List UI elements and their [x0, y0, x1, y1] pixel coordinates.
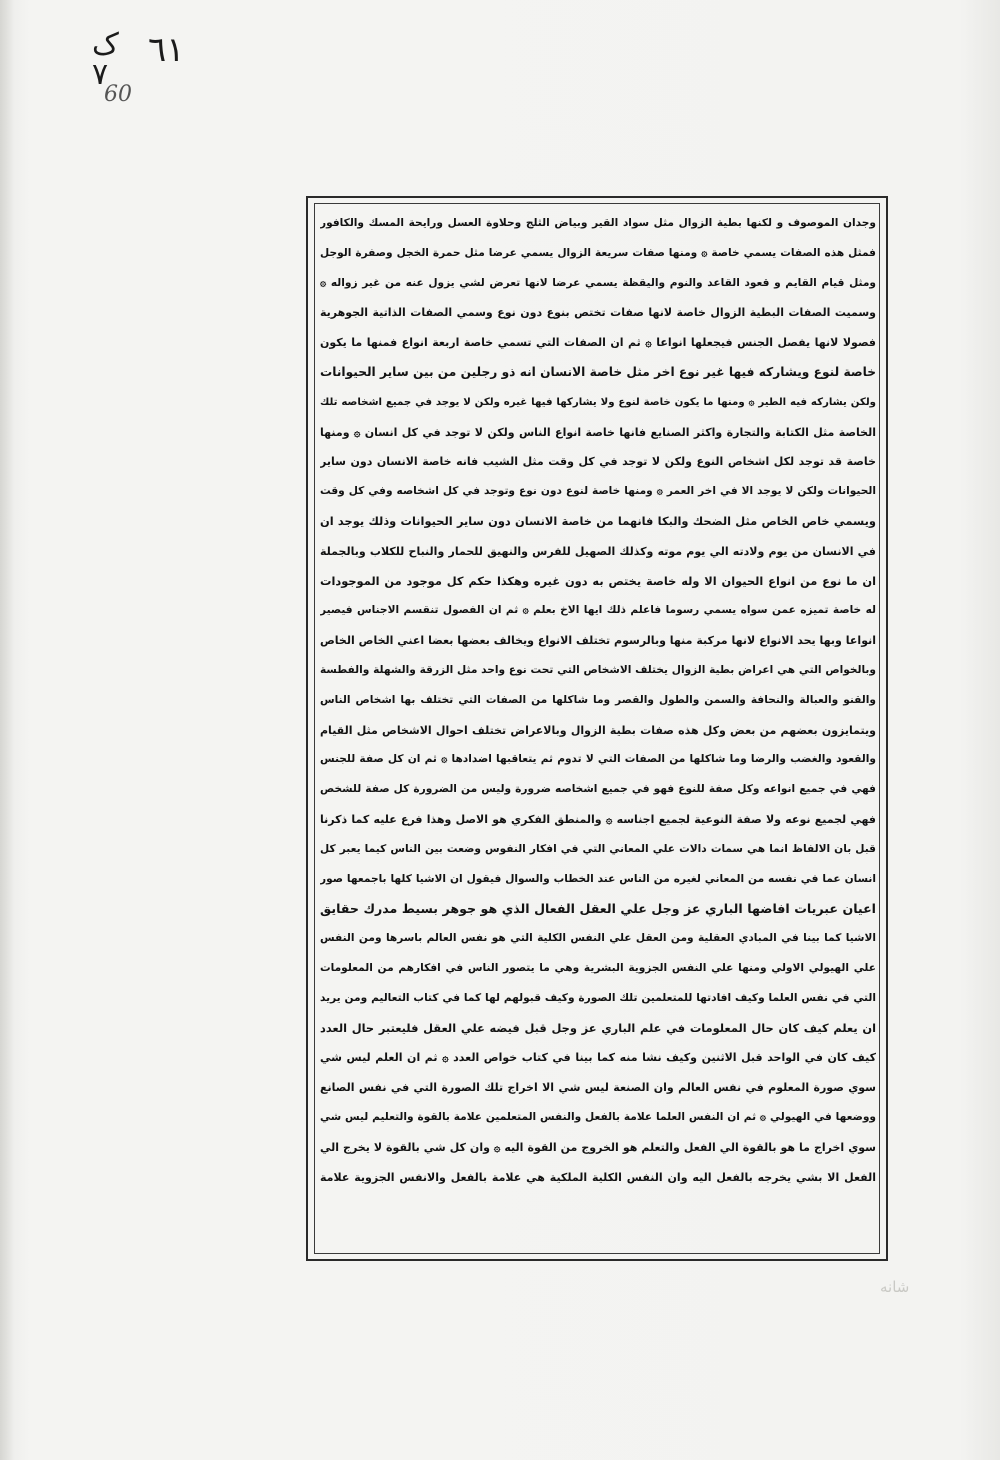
- manuscript-text-block: [320, 209, 876, 1252]
- manuscript-line: ووضعها في الهيولي ۞ ثم ان النفس العلما علامة بالفعل والنفس المتعلمين علامة بالقوة والتعليم ليس شي: [320, 1110, 876, 1123]
- manuscript-line: قبل بان الالفاظ انما هي سمات دالات علي المعاني التي في افكار النفوس وضعت بين الناس كيما يعبر كل: [320, 842, 876, 855]
- offset-ink-ghost-text: شانه: [880, 1278, 910, 1296]
- manuscript-line: ويسمي خاص الخاص مثل الضحك والبكا فانهما من خاصة الانسان دون ساير الحيوانات وذلك يوجد ان: [320, 513, 876, 528]
- manuscript-line: فهي لجميع نوعه ولا صفة النوعية لجميع اجناسه ۞ والمنطق الفكري هو الاصل وهذا فرع عليه كما ذكرنا: [320, 812, 876, 826]
- manuscript-line: وبالخواص التي هي اعراض بطية الزوال يختلف الاشخاص التي تحت نوع واحد مثل الزرقة والشهلة والفطسة: [320, 663, 876, 676]
- manuscript-line: كيف كان في الواحد قبل الاثنين وكيف نشا منه كما بينا في كتاب خواص العدد ۞ ثم ان العلم ليس شي: [320, 1051, 876, 1065]
- manuscript-line: فهي في جميع انواعه وكل صفة للنوع فهو في جميع اشخاصه ضرورة وليس من الضرورة كل صفة للشخص: [320, 783, 876, 796]
- manuscript-line: الخاصة مثل الكتابة والتجارة واكثر الصنايع فانها خاصة انواع الناس ولكن لا توجد في كل انسان ۞ ومنها: [320, 425, 876, 439]
- binding-gutter-shadow: [0, 0, 14, 1460]
- manuscript-line: الاشيا كما بينا في المبادي العقلية ومن العقل علي النفس الكلية التي هو نفس العالم باسرها ومن النفس: [320, 932, 876, 945]
- manuscript-line: فصولا لانها يفصل الجنس فيجعلها انواعا ۞ ثم ان الصفات التي تسمي خاصة اربعة انواع فمنها ما يكون: [320, 336, 876, 350]
- folio-signature-mark: ک ٧: [92, 27, 119, 92]
- manuscript-line: علي الهيولي الاولي ومنها علي النفس الجزوية البشرية وهي ما يتصور الناس في افكارهم من المعلومات: [320, 961, 876, 974]
- folio-marks: [86, 27, 196, 110]
- manuscript-line: ويتمايزون بعضهم من بعض وكل هذه صفات بطية الزوال وبالاعراض تختلف احوال الاشخاص مثل القيام: [320, 723, 876, 737]
- manuscript-line: الفعل الا بشي يخرجه بالفعل اليه وان النفس الكلية الملكية هي علامة بالفعل والانفس الجزوية علامة: [320, 1170, 876, 1184]
- manuscript-line: انواعا وبها يحد الانواع لانها مركبة منها وبالرسوم تختلف الانواع ويخالف بعضها بعضا اعني الخاص الخاص: [320, 634, 876, 648]
- manuscript-line: والقعود والغضب والرضا وما شاكلها من الصفات التي لا تدوم ثم يتعاقبها اضدادها ۞ ثم ان كل صفة للجنس: [320, 753, 876, 766]
- manuscript-line: سوي اخراج ما هو بالقوة الي الفعل والتعلم هو الخروج من القوة اليه ۞ وان كل شي بالقوة لا يخرج الي: [320, 1140, 876, 1154]
- folio-number-arabic: ٦١: [148, 30, 185, 70]
- manuscript-line: وسميت الصفات البطية الزوال خاصة لانها صفات تختص بنوع دون نوع وسمي الصفات الذاتية الجوهرية: [320, 306, 876, 320]
- manuscript-line: الحيوانات ولكن لا يوجد الا في اخر العمر ۞ ومنها خاصة لنوع دون نوع وتوجد في كل اشخاصه وفي كل وقت: [320, 485, 876, 498]
- manuscript-line: ومثل قيام القايم و قعود القاعد والنوم واليقظة يسمي عرضا لانها تعرض لشي يزول عنه من غير زواله ۞: [320, 276, 876, 289]
- manuscript-line: في الانسان من يوم ولادته الي يوم موته وكذلك الصهيل للفرس والنهيق للحمار والنباح للكلاب وبالجملة: [320, 544, 876, 558]
- manuscript-line: ان يعلم كيف كان حال المعلومات في علم الباري عز وجل قبل فيضه علي العقل فليعتبر حال العدد: [320, 1020, 876, 1035]
- manuscript-line: له خاصة تميزه عمن سواه يسمي رسوما فاعلم ذلك ايها الاخ بعلم ۞ ثم ان الفصول تنقسم الاجناس فيصير: [320, 604, 876, 617]
- manuscript-line: والقنو والعبالة والنحافة والسمن والطول والقصر وما شاكلها من الصفات التي تختلف بها اشخاص الناس: [320, 693, 876, 706]
- manuscript-line: التي في نفس العلما وكيف افادتها للمتعلمين تلك الصورة وكيف قبولهم لها كما في كتاب التعاليم ومن يريد: [320, 991, 876, 1004]
- manuscript-line: ولكن يشاركه فيه الطير ۞ ومنها ما يكون خاصة لنوع ولا يشاركها فيها غيره ولكن لا يوجد في جميع اشخاصه تلك: [320, 396, 876, 408]
- manuscript-line: وجدان الموصوف و لكنها بطية الزوال مثل سواد القير وبياض الثلج وحلاوة العسل ورايحة المسك والكافور: [320, 217, 876, 229]
- manuscript-line: ان ما نوع من انواع الحيوان الا وله خاصة يختص به دون غيره وهكذا حكم كل موجود من الموجودات: [320, 573, 876, 588]
- manuscript-line: سوي صورة المعلوم في نفس العالم وان الصنعة ليس شي الا اخراج تلك الصورة التي في نفس الصانع: [320, 1081, 876, 1095]
- manuscript-line: اعيان عبريات افاضها الباري عز وجل علي العقل الفعال الذي هو جوهر بسيط مدرك حقايق: [320, 901, 876, 917]
- manuscript-line: خاصة لنوع ويشاركه فيها غير نوع اخر مثل خاصة الانسان انه ذو رجلين من بين ساير الحيوانات: [320, 364, 876, 379]
- manuscript-line: فمثل هذه الصفات يسمي خاصة ۞ ومنها صفات سريعة الزوال يسمي عرضا مثل حمرة الخجل وصفرة الوجل: [320, 246, 876, 259]
- manuscript-line: خاصة قد توجد لكل اشخاص النوع ولكن لا توجد في كل وقت مثل الشيب فانه خاصة الانسان دون ساير: [320, 455, 876, 469]
- manuscript-line: انسان عما في نفسه من المعاني لغيره من الناس عند الخطاب والسوال فيقول ان الاشيا كلها باجمعها صور: [320, 872, 876, 885]
- folio-number-latin: 60: [104, 82, 132, 107]
